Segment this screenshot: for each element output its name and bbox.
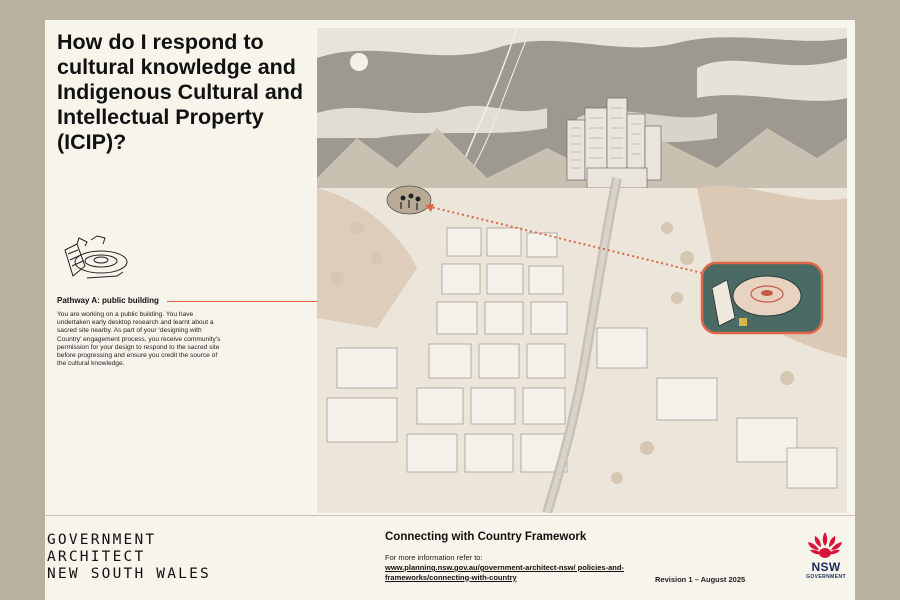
government-architect-wordmark	[47, 532, 211, 583]
pathway-heading: Pathway A: public building	[57, 296, 159, 305]
nsw-logo-text: NSW	[811, 560, 841, 574]
building-sketch-icon	[57, 232, 137, 292]
illustrated-city-map	[317, 28, 847, 513]
poster	[45, 20, 855, 600]
org-line: GOVERNMENT	[47, 532, 157, 548]
page-title: How do I respond to cultural knowledge and Indigenous Cultural and Intellectual Property (ICIP)?	[57, 30, 304, 154]
sacred-site-icon	[702, 263, 822, 333]
framework-title: Connecting with Country Framework	[385, 531, 587, 543]
revision-label: Revision 1 – August 2025	[655, 575, 746, 584]
org-line: ARCHITECT	[47, 549, 146, 565]
org-line: NEW SOUTH WALES	[47, 566, 211, 582]
pathway-description: You are working on a public building. You have undertaken early desktop research and learnt about a sacred site nearby. As part of your ‘designing with Country’ engagement process, you receive community’s permission for your design to respond to the sacred site before progressing and ensure you credit the source of the cultural knowledge.	[57, 311, 221, 368]
info-link[interactable]: www.planning.nsw.gov.au/government-architect-nsw/ policies-and-frameworks/connecting-with-country	[385, 563, 624, 582]
community-figures-icon	[387, 186, 431, 214]
info-label: For more information refer to:	[385, 553, 483, 562]
nsw-logo-subtext: GOVERNMENT	[806, 574, 846, 580]
footer-divider	[45, 515, 855, 516]
